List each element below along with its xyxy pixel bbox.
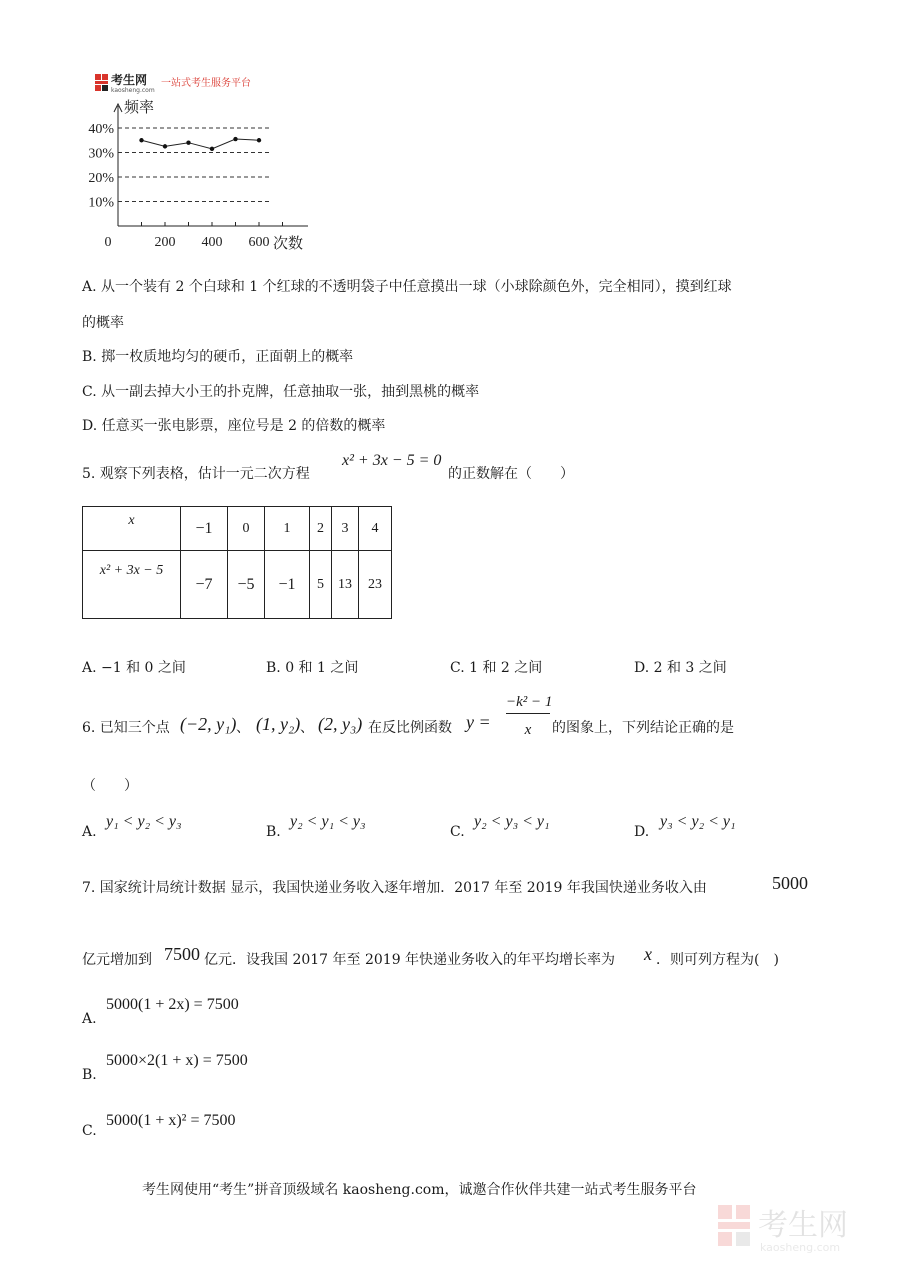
y-axis-label: 频率: [124, 98, 155, 116]
data-point: [163, 144, 167, 148]
x-tick-label: 0: [104, 235, 112, 250]
q4-option-a-cont: 的概率: [82, 315, 124, 331]
q6-tail: 的图象上，下列结论正确的是: [552, 720, 734, 736]
q4-option-d: D. 任意买一张电影票，座位号是 2 的倍数的概率: [82, 418, 386, 434]
table-cell: 5: [310, 551, 332, 619]
table-cell: 0: [228, 507, 265, 551]
q6-option-d: y₃ < y₂ < y₁: [660, 813, 736, 830]
q6-point-1: (−2, y₁): [180, 714, 237, 734]
svg-text:考生网: 考生网: [111, 73, 148, 87]
q6-option-b-label: B.: [266, 824, 281, 840]
q6-option-d-label: D.: [634, 824, 650, 840]
svg-text:kaosheng.com: kaosheng.com: [111, 87, 155, 94]
table-row-x: [83, 507, 392, 551]
q6-fraction-denominator: x: [524, 722, 532, 738]
q6-lead: 6. 已知三个点: [82, 720, 170, 736]
data-point: [233, 137, 237, 141]
q7-number-5000: 5000: [772, 873, 808, 893]
q7-option-b-label: B.: [82, 1067, 97, 1083]
q5-lead: 5. 观察下列表格，估计一元二次方程: [82, 466, 310, 482]
q7-line-2a: 亿元增加到: [82, 952, 152, 968]
table-head-fx: x² + 3x − 5: [83, 551, 181, 619]
y-tick-label: 30%: [88, 146, 114, 162]
table-head-x: x: [83, 507, 181, 551]
q6-mid: 在反比例函数: [368, 720, 452, 736]
q7-option-a: 5000(1 + 2x) = 7500: [106, 996, 239, 1013]
q6-sep-2: 、: [300, 720, 314, 736]
q4-option-b: B. 掷一枚质地均匀的硬币，正面朝上的概率: [82, 349, 354, 365]
q7-number-7500: 7500: [164, 944, 200, 964]
q7-variable-x: x: [644, 944, 652, 964]
table-cell: −1: [181, 507, 228, 551]
table-cell: 1: [265, 507, 310, 551]
q5-value-table: [82, 506, 392, 619]
q7-option-b: 5000×2(1 + x) = 7500: [106, 1052, 248, 1069]
data-point: [139, 138, 143, 142]
q6-option-a: y₁ < y₂ < y₃: [106, 813, 182, 830]
y-tick-label: 10%: [88, 195, 114, 211]
q7-option-a-label: A.: [82, 1011, 97, 1027]
svg-text:kaosheng.com: kaosheng.com: [760, 1241, 841, 1254]
kaosheng-watermark: [716, 1199, 886, 1263]
q5-option-a: A. −1 和 0 之间: [82, 660, 186, 676]
table-cell: 2: [310, 507, 332, 551]
svg-text:考生网: 考生网: [758, 1208, 848, 1243]
q6-option-c-label: C.: [450, 824, 465, 840]
q6-function-y: y =: [466, 712, 491, 732]
table-cell: 4: [359, 507, 392, 551]
table-cell: 23: [359, 551, 392, 619]
page-footer: 考生网使用“考生”拼音顶级域名 kaosheng.com，诚邀合作伙伴共建一站式考生服务平台: [142, 1182, 697, 1198]
x-tick-label: 600: [248, 235, 270, 250]
q5-tail: 的正数解在（ ）: [448, 466, 574, 482]
watermark-logo-icon: [716, 1199, 886, 1259]
q5-option-c: C. 1 和 2 之间: [450, 660, 543, 676]
series-line: [142, 139, 260, 149]
q6-sep-1: 、: [236, 720, 250, 736]
q6-point-3: (2, y₃): [318, 714, 363, 734]
q6-paren: （ ）: [82, 778, 138, 794]
data-point: [257, 138, 261, 142]
y-tick-label: 20%: [88, 171, 114, 186]
table-cell: −7: [181, 551, 228, 619]
q6-option-c: y₂ < y₃ < y₁: [474, 813, 550, 830]
svg-text:一站式考生服务平台: 一站式考生服务平台: [161, 78, 251, 89]
frequency-chart: [80, 92, 320, 260]
table-cell: −5: [228, 551, 265, 619]
table-row-fx: [83, 551, 392, 619]
y-tick-label: 40%: [88, 122, 114, 137]
q6-point-2: (1, y₂): [256, 714, 301, 734]
q6-fraction-numerator: −k² − 1: [506, 694, 550, 714]
data-point: [210, 147, 214, 151]
q7-line-1: 7. 国家统计局统计数据 显示，我国快递业务收入逐年增加．2017 年至 2019 年我国快递业务收入由: [82, 880, 707, 896]
q4-option-c: C. 从一副去掉大小王的扑克牌，任意抽取一张，抽到黑桃的概率: [82, 384, 480, 400]
table-cell: −1: [265, 551, 310, 619]
q7-option-c-label: C.: [82, 1123, 97, 1139]
q6-option-a-label: A.: [82, 824, 97, 840]
q4-option-a: A. 从一个装有 2 个白球和 1 个红球的不透明袋子中任意摸出一球（小球除颜色外，完全相同），摸到红球: [82, 279, 732, 295]
q5-equation: x² + 3x − 5 = 0: [342, 452, 442, 469]
x-axis-label: 次数: [273, 234, 304, 252]
table-cell: 13: [332, 551, 359, 619]
q7-line-2b: 亿元．设我国 2017 年至 2019 年快递业务收入的年平均增长率为: [204, 952, 616, 968]
q5-option-d: D. 2 和 3 之间: [634, 660, 727, 676]
q7-option-c: 5000(1 + x)² = 7500: [106, 1112, 236, 1129]
q7-line-2c: ．则可列方程为( ): [656, 952, 779, 968]
table-cell: 3: [332, 507, 359, 551]
x-tick-label: 400: [201, 235, 223, 250]
q6-option-b: y₂ < y₁ < y₃: [290, 813, 366, 830]
x-tick-label: 200: [154, 235, 176, 250]
q5-option-b: B. 0 和 1 之间: [266, 660, 359, 676]
data-point: [186, 141, 190, 145]
